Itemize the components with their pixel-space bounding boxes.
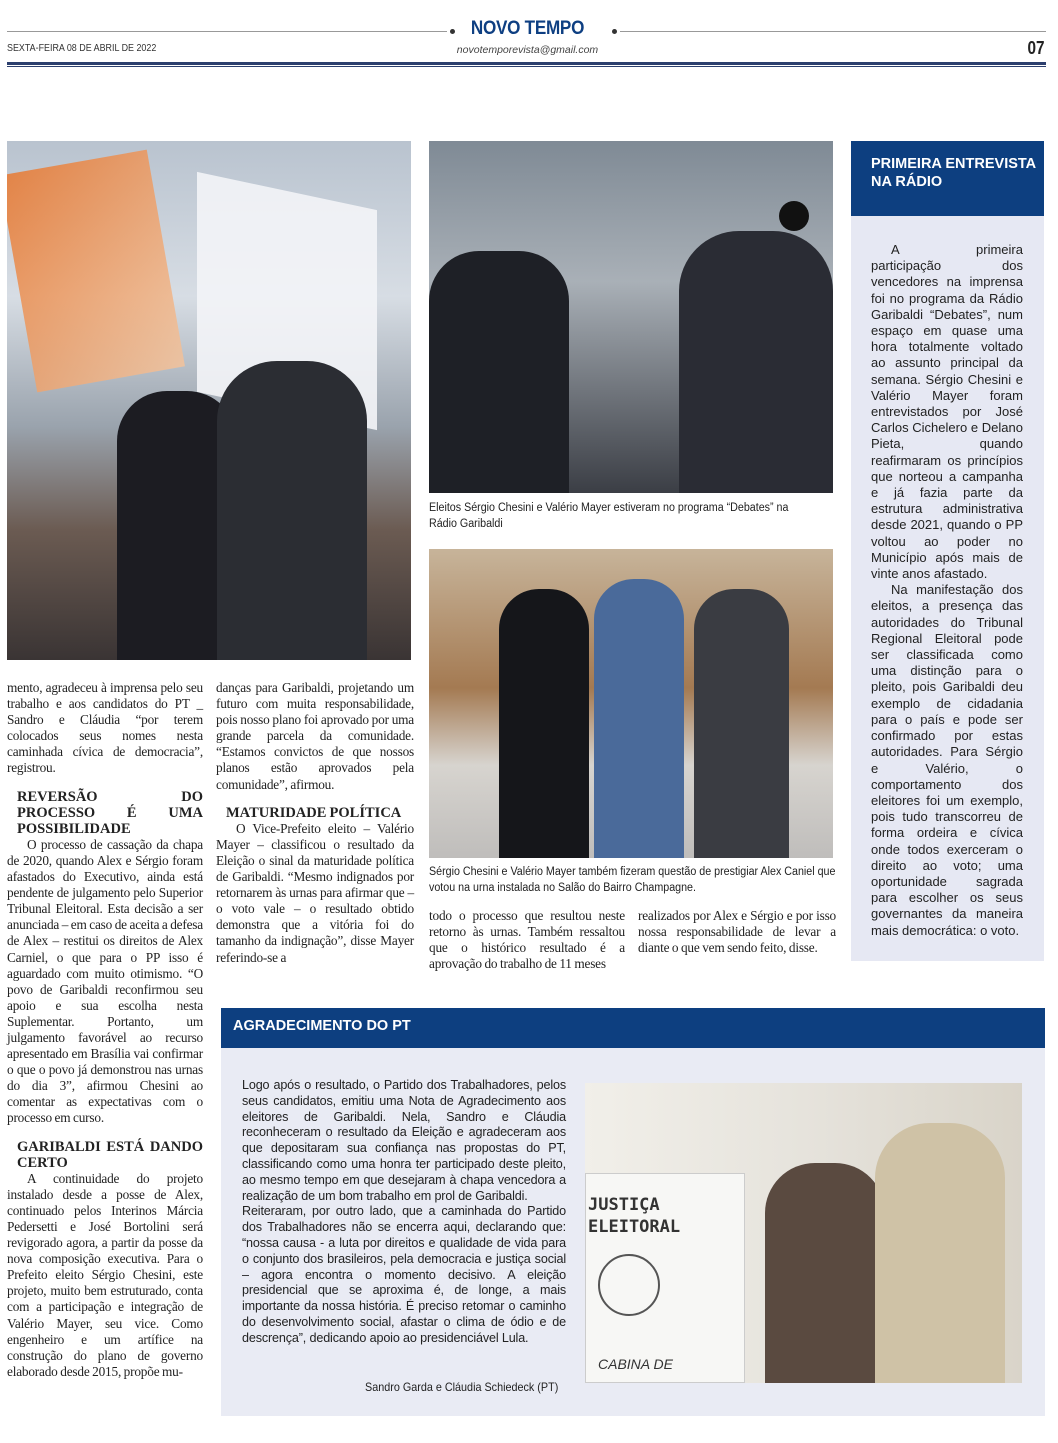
paragraph: A continuidade do projeto instalado desde a posse de Alex, continuado pelos Interinos Márcia Pedersetti e José Bortolini será revigorado agora, a partir da posse da nova composição executiva. Para o Prefeito eleito Sérgio Chesini, este projeto, muito bem estruturado, conta com a participação e integração de Valério Mayer, seu vice. Como engenheiro e um artífice na construção do plano de governo elaborado desde 2015, propõe mu- bbox=[7, 1170, 203, 1379]
paragraph: Logo após o resultado, o Partido dos Trabalhadores, pelos seus candidatos, emitiu uma Nota de Agradecimento aos eleitores de Garibaldi. Nela, Sandro e Cláudia reconheceram o resultado da Eleição e agradeceram aos que depositaram sua confiança nas propostas do PT, classificando como uma honra ter participado deste pleito, ao mesmo tempo em que desejaram à chapa vencedora a realização de um bom trabalho em prol de Garibaldi. bbox=[242, 1078, 566, 1203]
page-number: 07 bbox=[1027, 38, 1045, 58]
photo-caption-radio: Eleitos Sérgio Chesini e Valério Mayer estiveram no programa “Debates” na Rádio Garibaldi bbox=[429, 502, 789, 530]
article-column-4 bbox=[638, 908, 836, 956]
brasao-emblem bbox=[598, 1254, 660, 1316]
paragraph: danças para Garibaldi, projetando um futuro com muita responsabilidade, pois nosso plano foi aprovado por uma grande parcela da comunidade. “Estamos convictos de que nossos planos estão aprovados pela comunidade”, afirmou. bbox=[216, 680, 414, 792]
issue-date: SEXTA-FEIRA 08 DE ABRIL DE 2022 bbox=[7, 42, 157, 54]
paragraph: todo o processo que resultou neste retorno às urnas. Também ressaltou que o histórico resultado é a aprovação do trabalho de 11 meses bbox=[429, 908, 625, 972]
paragraph: O processo de cassação da chapa de 2020, quando Alex e Sérgio foram afastados do Executivo, ainda está pendente de julgamento pelo Superior Tribunal Eleitoral. Esta decisão a ser anunciada – em caso de aceita a defesa de Alex – restitui os direitos de Alex Carniel, o que para o PP isso é aguardado com muito otimismo. “O povo de Garibaldi reconfirmou seu apoio e sua escolha nesta Suplementar. Portanto, um julgamento favorável ao recurso apresentado em Brasília vai confirmar o que o povo já demonstrou nas urnas do dia 3”, afirmou Chesini ao comentar as expectativas com o processo em curso. bbox=[7, 836, 203, 1126]
person-man bbox=[875, 1123, 1005, 1383]
photo-pt-candidates bbox=[585, 1083, 1022, 1383]
paragraph: mento, agradeceu à imprensa pelo seu trabalho e aos candidatos do PT _ Sandro e Cláudia “por terem colocados seus nomes nesta caminhada cívica de democracia”, registrou. bbox=[7, 680, 203, 776]
paragraph: Na manifestação dos eleitos, a presença das autoridades do Tribunal Regional Eleitoral pode ser classificada como uma distinção para o pleito, pois Garibaldi deu exemplo de cidadania para o país e pode ser confirmado por estas autoridades. Para Sérgio e Valério, o comportamento dos eleitores foi um exemplo, pois tudo transcorreu de forma ordeira e cívica onde todos exerceram o direito ao voto; uma oportunidade sagrada para escolher os seus governantes da maneira mais democrática: o voto. bbox=[871, 582, 1023, 938]
masthead-dot bbox=[612, 29, 617, 34]
person bbox=[594, 579, 684, 858]
article-column-2 bbox=[216, 680, 414, 966]
masthead-double-rule bbox=[7, 62, 1046, 67]
person-left bbox=[429, 251, 569, 493]
article-column-1 bbox=[7, 680, 203, 1380]
microphone-icon bbox=[779, 201, 809, 231]
photo-radio-studio bbox=[429, 141, 833, 493]
person-woman bbox=[765, 1163, 885, 1383]
orange-flag bbox=[7, 150, 185, 393]
photo-voting-hall bbox=[429, 549, 833, 858]
sidebar-text bbox=[871, 242, 1023, 939]
pt-box-text bbox=[242, 1078, 566, 1347]
sidebar-title: PRIMEIRA ENTREVISTA NA RÁDIO bbox=[851, 141, 1044, 216]
person bbox=[499, 589, 589, 858]
paragraph: Reiteraram, por outro lado, que a caminhada do Partido dos Trabalhadores não se encerra aqui, declarando que: “nossa causa - a luta por direitos e qualidade de vida para o conjunto dos brasileiros, pela democracia e justiça social – agora encontra o momento decisivo. A eleição presidencial que se aproxima é, de longe, a mais importante da nossa história. É preciso retomar o caminho do desenvolvimento social, afastar o clima de ódio e de descrença”, dedicando apoio ao presidenciável Lula. bbox=[242, 1204, 566, 1345]
paragraph: A primeira participação dos vencedores na imprensa foi no programa da Rádio Garibaldi “Debates”, num espaço em quase uma hora totalmente voltado ao assunto principal da semana. Sérgio Chesini e Valério Mayer foram entrevistados por José Carlos Cichelero e Delano Pieta, quando reafirmaram os princípios que norteou a campanha e já fazia parte da estrutura administrativa desde 2021, quando o PP voltou ao poder no Município após mais de vinte anos afastado. bbox=[871, 242, 1023, 582]
subheading: REVERSÃO DO PROCESSO É UMA POSSIBILIDADE bbox=[17, 788, 203, 837]
masthead-rule-right bbox=[620, 31, 1046, 32]
ballot-booth bbox=[585, 1173, 745, 1383]
newspaper-title: NOVO TEMPO bbox=[470, 18, 585, 39]
masthead-rule-left bbox=[7, 31, 447, 32]
paragraph: O Vice-Prefeito eleito – Valério Mayer – classificou o resultado da Eleição o sinal da maturidade política de Garibaldi. “Mesmo indignados por retornarem às urnas para afirmar que – o voto vale – o resultado obtido demonstra que a vitória foi do tamanho da indignação”, disse Mayer referindo-se a bbox=[216, 820, 414, 965]
subheading: GARIBALDI ESTÁ DANDO CERTO bbox=[17, 1138, 203, 1171]
booth-sign: CABINA DE bbox=[598, 1356, 673, 1372]
subheading: MATURIDADE POLÍTICA bbox=[226, 804, 402, 821]
photo-caption-voting: Sérgio Chesini e Valério Mayer também fizeram questão de prestigiar Alex Caniel que votou na urna instalada no Salão do Bairro Champagne. bbox=[429, 866, 836, 894]
contact-email: novotemporevista@gmail.com bbox=[456, 44, 599, 56]
ballot-sign: JUSTIÇA ELEITORAL bbox=[588, 1195, 681, 1237]
photo-celebration bbox=[7, 141, 411, 660]
pt-box-title: AGRADECIMENTO DO PT bbox=[221, 1008, 1045, 1048]
photo-caption-pt: Sandro Garda e Cláudia Schiedeck (PT) bbox=[365, 1380, 559, 1394]
person-right bbox=[217, 361, 367, 660]
person-right bbox=[679, 231, 833, 493]
person bbox=[694, 589, 789, 858]
article-column-3 bbox=[429, 908, 625, 972]
paragraph: realizados por Alex e Sérgio e por isso nossa responsabilidade de levar a diante o que vem sendo feito, disse. bbox=[638, 908, 836, 956]
